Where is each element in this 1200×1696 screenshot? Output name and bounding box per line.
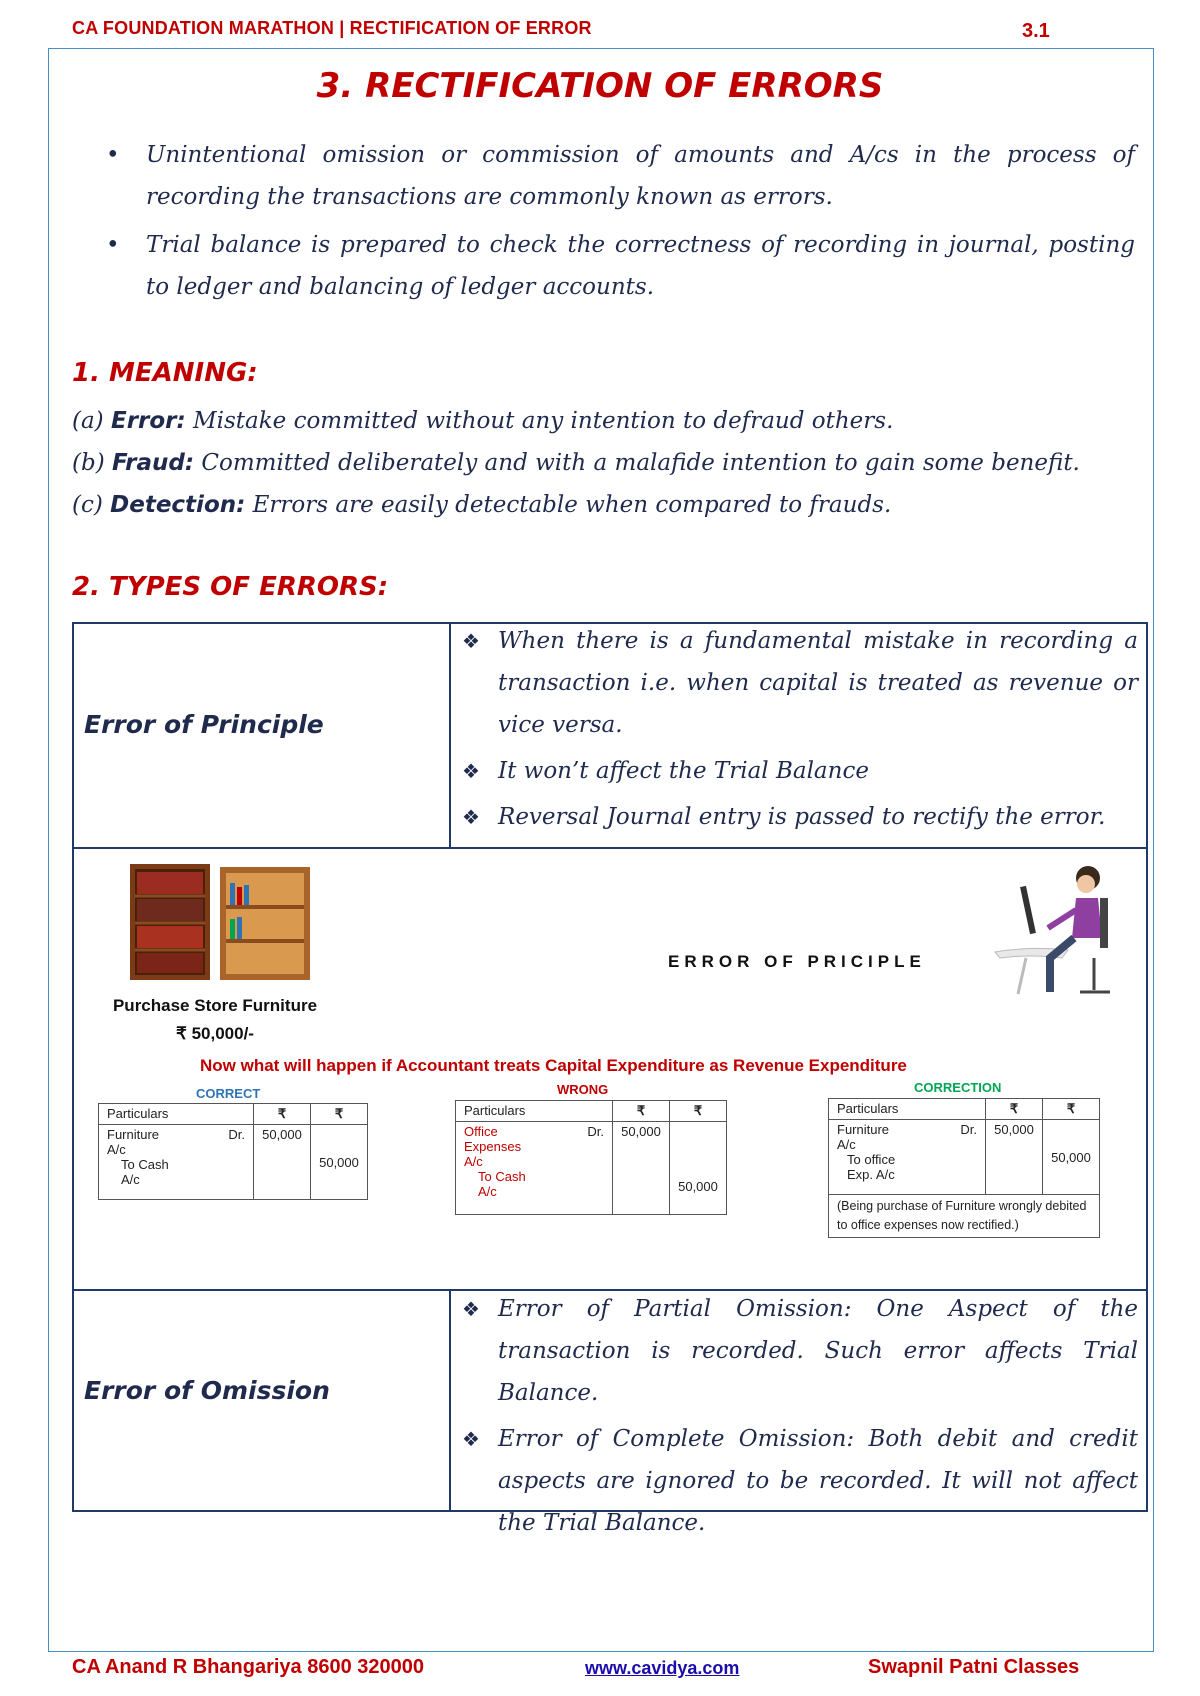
- rupee-header: ₹: [670, 1101, 727, 1122]
- principle-point: ❖ Reversal Journal entry is passed to rectify the error.: [458, 796, 1138, 838]
- correct-label: CORRECT: [196, 1086, 261, 1101]
- dr-marker: Dr.: [587, 1124, 604, 1139]
- particulars-cell: [829, 1120, 986, 1195]
- rupee-header: ₹: [613, 1101, 670, 1122]
- omission-point: ❖ Error of Partial Omission: One Aspect of the transaction is recorded. Such error affects Trial Balance.: [458, 1288, 1138, 1414]
- credit-account: To Cash A/c: [121, 1157, 169, 1187]
- omission-point: ❖ Error of Complete Omission: Both debit and credit aspects are ignored to be recorded. It will not affect the Trial Balance.: [458, 1418, 1138, 1544]
- principle-point: ❖ It won’t affect the Trial Balance: [458, 750, 1138, 792]
- error-of-principle-label: Error of Principle: [84, 710, 324, 739]
- meaning-term: Fraud:: [111, 450, 195, 476]
- meaning-term: Error:: [110, 408, 186, 434]
- credit-account: To office Exp. A/c: [847, 1152, 896, 1182]
- page-number: 3.1: [1022, 20, 1050, 42]
- meaning-text: Mistake committed without any intention to defraud others.: [185, 408, 894, 434]
- rupee-header: ₹: [1043, 1099, 1100, 1120]
- debit-account: Office Expenses A/c: [464, 1124, 522, 1169]
- intro-bullet: • Unintentional omission or commission of amounts and A/cs in the process of recording the transactions are commonly known as errors.: [100, 134, 1135, 218]
- meaning-prefix: (b): [72, 450, 112, 476]
- particulars-cell: [456, 1122, 613, 1215]
- debit-amount: 50,000: [254, 1125, 311, 1200]
- meaning-prefix: (a): [72, 408, 111, 434]
- bookshelf-empty-image: [220, 867, 310, 980]
- purchase-line: Purchase Store Furniture: [112, 996, 318, 1015]
- purchase-caption: [70, 992, 360, 1048]
- meaning-text: Errors are easily detectable when compared to frauds.: [245, 492, 892, 518]
- credit-account: To Cash A/c: [478, 1169, 526, 1199]
- meaning-term: Detection:: [110, 492, 246, 518]
- table-divider: [72, 847, 1148, 849]
- dr-marker: Dr.: [228, 1127, 245, 1142]
- particulars-cell: [99, 1125, 254, 1200]
- credit-amount: 50,000: [670, 1122, 727, 1215]
- principle-point: ❖ When there is a fundamental mistake in recording a transaction i.e. when capital is treated as revenue or vice versa.: [458, 620, 1138, 746]
- meaning-item: [72, 442, 1152, 484]
- meaning-text: Committed deliberately and with a malafide intention to gain some benefit.: [194, 450, 1080, 476]
- rupee-header: ₹: [986, 1099, 1043, 1120]
- footer-institute: Swapnil Patni Classes: [868, 1656, 1080, 1678]
- correction-journal: [828, 1098, 1100, 1238]
- capital-revenue-question: Now what will happen if Accountant treats Capital Expenditure as Revenue Expenditure: [200, 1056, 907, 1075]
- bookshelf-full-image: [130, 864, 210, 980]
- rupee-header: ₹: [254, 1104, 311, 1125]
- accountant-at-computer-image: [990, 862, 1130, 998]
- narration: (Being purchase of Furniture wrongly debited to office expenses now rectified.): [829, 1195, 1100, 1238]
- correction-label: CORRECTION: [914, 1080, 1002, 1095]
- illustration-title: ERROR OF PRICIPLE: [668, 952, 926, 971]
- debit-amount: 50,000: [613, 1122, 670, 1215]
- meaning-item: [72, 400, 1152, 442]
- debit-account: Furniture A/c: [837, 1122, 890, 1152]
- particulars-header: Particulars: [456, 1101, 613, 1122]
- debit-amount: 50,000: [986, 1120, 1043, 1195]
- dr-marker: Dr.: [960, 1122, 977, 1137]
- wrong-journal: [455, 1100, 727, 1215]
- rupee-header: ₹: [311, 1104, 368, 1125]
- footer-author: CA Anand R Bhangariya 8600 320000: [72, 1656, 425, 1678]
- types-heading: 2. TYPES OF ERRORS:: [72, 572, 389, 602]
- credit-amount: 50,000: [1043, 1120, 1100, 1195]
- footer-website-link[interactable]: www.cavidya.com: [585, 1658, 740, 1678]
- table-divider: [449, 622, 451, 848]
- table-divider: [449, 1289, 451, 1512]
- omission-points: [458, 1288, 1138, 1548]
- particulars-header: Particulars: [99, 1104, 254, 1125]
- meaning-heading: 1. MEANING:: [72, 358, 258, 388]
- error-of-omission-label: Error of Omission: [84, 1376, 330, 1405]
- wrong-label: WRONG: [557, 1082, 609, 1097]
- meaning-prefix: (c): [72, 492, 111, 518]
- chapter-title: 3. RECTIFICATION OF ERRORS: [316, 66, 884, 106]
- purchase-amount: ₹ 50,000/-: [176, 1024, 254, 1043]
- principle-points: [458, 620, 1138, 842]
- meaning-list: [72, 400, 1152, 526]
- intro-bullet-list: [100, 134, 1135, 314]
- intro-bullet: • Trial balance is prepared to check the correctness of recording in journal, posting to ledger and balancing of ledger accounts.: [100, 224, 1135, 308]
- correct-journal: [98, 1103, 368, 1200]
- meaning-item: [72, 484, 1152, 526]
- debit-account: Furniture A/c: [107, 1127, 160, 1157]
- particulars-header: Particulars: [829, 1099, 986, 1120]
- credit-amount: 50,000: [311, 1125, 368, 1200]
- header-title: CA FOUNDATION MARATHON | RECTIFICATION OF ERROR: [72, 18, 592, 38]
